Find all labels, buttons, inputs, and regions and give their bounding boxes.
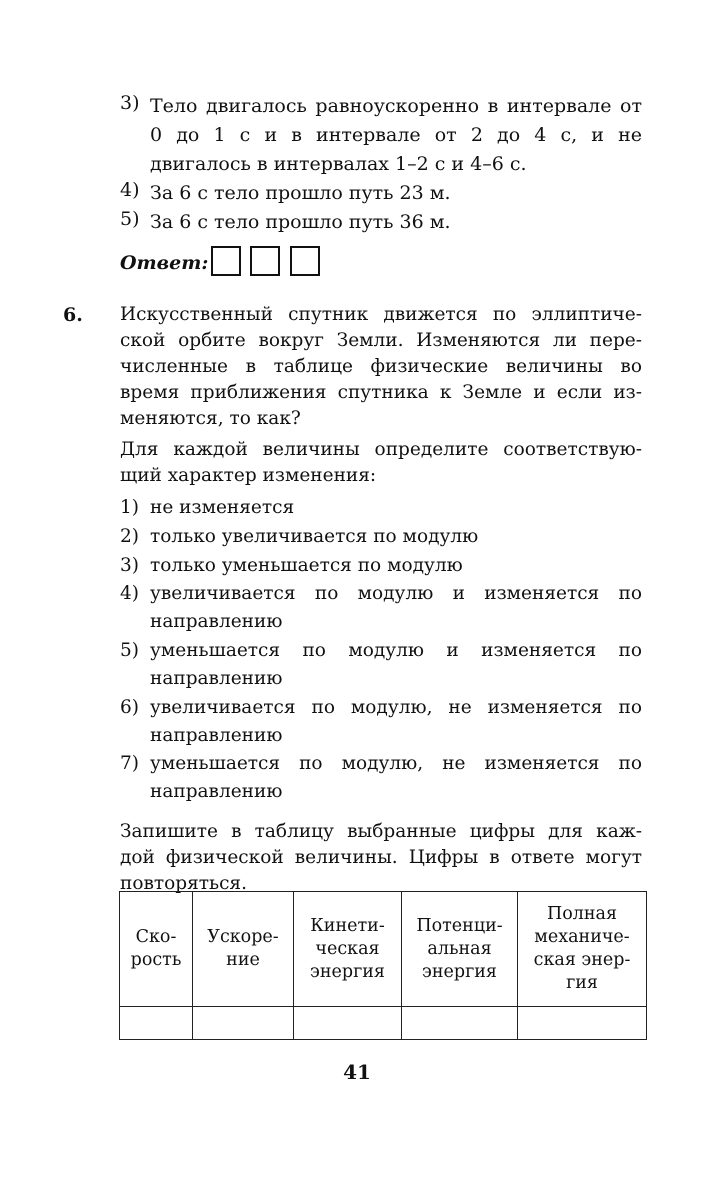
option-text: увеличивается по модулю и изменяется по [150,583,642,604]
option-text: не изменяется [150,497,295,518]
text-line: дой физической величины. Цифры в ответе могут [120,847,642,868]
table-header-row [120,892,647,1007]
option-text [150,179,642,208]
option-number: 6) [120,697,139,718]
text-line: Искусственный спутник движется по эллиптиче- [120,304,642,325]
option-text [150,92,642,179]
answer-cell-total-energy[interactable] [518,1007,647,1040]
text-line: За 6 с тело прошло путь 23 м. [150,182,451,204]
page-number: 41 [343,1060,371,1084]
header-acceleration: Ускоре- ние [193,892,294,1007]
option-text: увеличивается по модулю, не изменяется по [150,697,642,718]
text-line: повторяться. [120,873,247,894]
option-number: 3) [120,92,140,114]
answer-cell-speed[interactable] [120,1007,193,1040]
final-instruction [120,819,642,897]
table-answer-row [120,1007,647,1040]
text-line: время приближения спутника к Земле и если из- [120,382,642,403]
text-line: ской орбите вокруг Земли. Изменяются ли пере- [120,330,642,351]
option-text [150,208,642,237]
answer-cell-potential-energy[interactable] [402,1007,518,1040]
answer-box-3[interactable] [290,246,320,276]
header-kinetic-energy: Кинети- ческая энергия [294,892,402,1007]
text-line: Запишите в таблицу выбранные цифры для каж- [120,821,642,842]
option-number: 2) [120,526,139,547]
answer-box-2[interactable] [250,246,280,276]
header-total-energy: Полная механиче- ская энер- гия [518,892,647,1007]
text-line: Тело двигалось равноускоренно в интервале от [150,95,642,117]
option-number: 4) [120,179,140,201]
answer-cell-acceleration[interactable] [193,1007,294,1040]
answer-box-1[interactable] [211,246,241,276]
answer-table [119,891,647,1040]
option-text: направлению [150,668,283,689]
option-text: уменьшается по модулю, не изменяется по [150,753,642,774]
option-number: 3) [120,555,139,576]
option-number: 1) [120,497,139,518]
text-line: Для каждой величины определите соответствую- [120,439,642,460]
text-line: 0 до 1 с и в интервале от 2 до 4 с, и не [150,124,642,146]
option-text: направлению [150,611,283,632]
option-text: направлению [150,781,283,802]
question-text [120,302,642,432]
header-speed: Ско- рость [120,892,193,1007]
option-number: 5) [120,208,140,230]
option-number: 5) [120,640,139,661]
option-text: направлению [150,725,283,746]
text-line: меняются, то как? [120,408,301,429]
question-number: 6. [63,304,83,326]
answer-cell-kinetic-energy[interactable] [294,1007,402,1040]
instruction-text [120,437,642,489]
option-text: только уменьшается по модулю [150,555,463,576]
text-line: щий характер изменения: [120,465,377,486]
answer-label: Ответ: [120,252,209,274]
text-line: За 6 с тело прошло путь 36 м. [150,211,451,233]
header-potential-energy: Потенци- альная энергия [402,892,518,1007]
text-line: двигалось в интервалах 1–2 с и 4–6 с. [150,153,527,175]
option-text: уменьшается по модулю и изменяется по [150,640,642,661]
text-line: численные в таблице физические величины во [120,356,642,377]
option-number: 7) [120,753,139,774]
option-text: только увеличивается по модулю [150,526,479,547]
option-number: 4) [120,583,139,604]
